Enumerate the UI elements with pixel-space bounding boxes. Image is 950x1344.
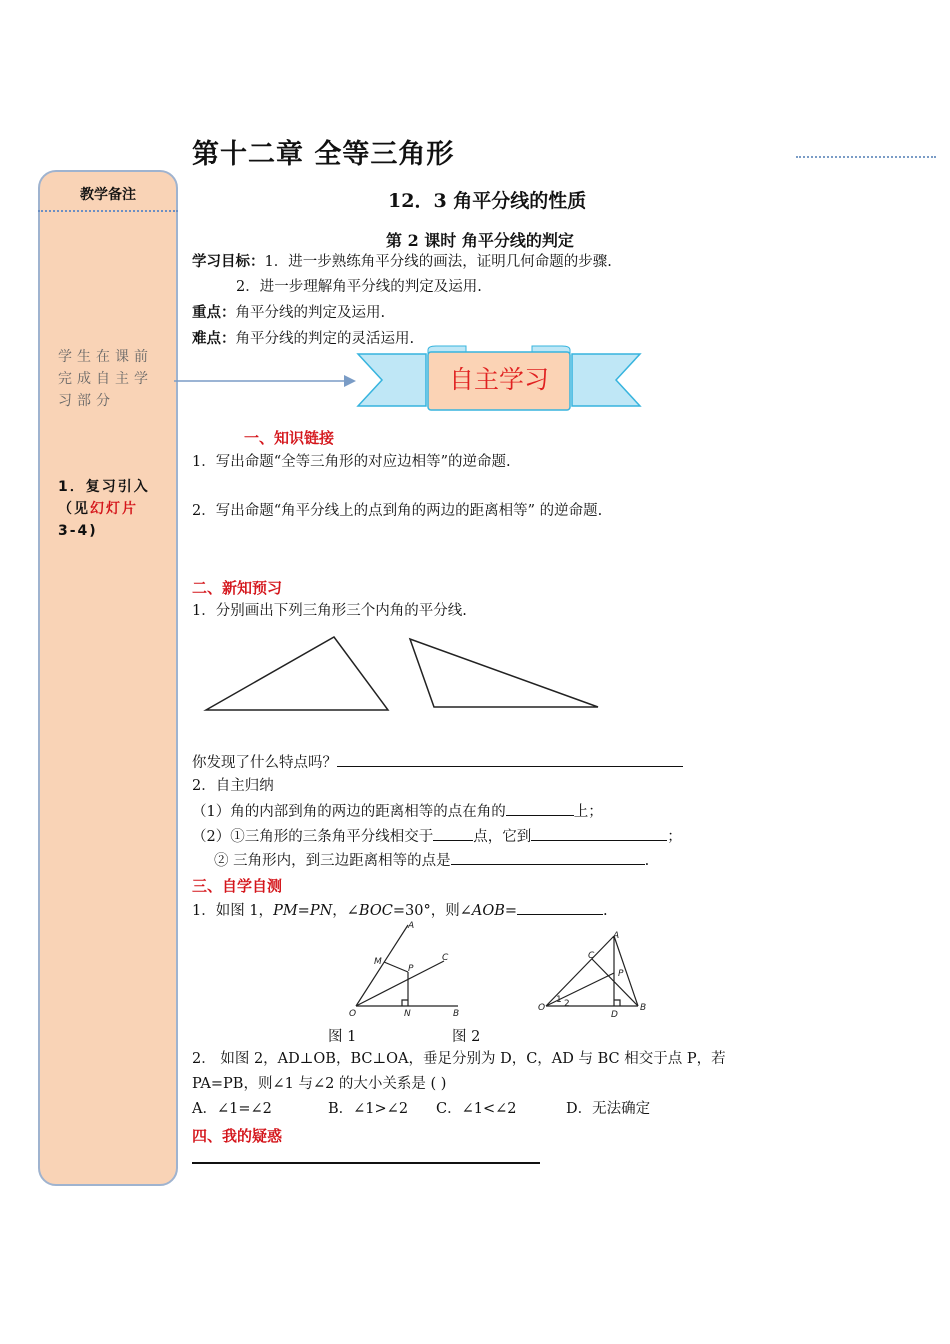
fig1-label: C bbox=[442, 953, 449, 963]
key-point bbox=[192, 303, 385, 323]
fig1-label: N bbox=[404, 1009, 411, 1019]
s2-mid: 点，它到 bbox=[473, 829, 532, 845]
s1-end: 上； bbox=[573, 804, 603, 820]
fig1-label: A bbox=[408, 921, 415, 931]
option-a: A．∠1=∠2 bbox=[192, 1101, 272, 1117]
answer-blank[interactable] bbox=[337, 752, 683, 767]
fig1-label: B bbox=[453, 1009, 460, 1019]
sidebar-note: 学生在课前完成自主学习部分 bbox=[58, 349, 153, 409]
figure-2 bbox=[534, 926, 654, 1020]
banner-text: 自主学习 bbox=[448, 365, 549, 394]
q1-math2: BOC bbox=[358, 903, 393, 919]
sidebar-divider bbox=[38, 210, 178, 212]
answer-blank[interactable] bbox=[506, 801, 574, 816]
chapter-title: 第十二章 全等三角形 bbox=[192, 139, 455, 170]
section-title: 12．3 角平分线的性质 bbox=[388, 190, 587, 212]
answer-blank[interactable] bbox=[433, 826, 473, 841]
fig2-label: 2 bbox=[564, 999, 570, 1009]
objective-2: 2．进一步理解角平分线的判定及运用. bbox=[236, 279, 482, 295]
objectives-line1 bbox=[192, 252, 612, 272]
s2-end: ； bbox=[667, 829, 682, 845]
figure-1-caption: 图 1 bbox=[328, 1029, 357, 1045]
fig2-label: B bbox=[640, 1003, 647, 1013]
doubts-answer-line[interactable] bbox=[192, 1162, 540, 1164]
part1-heading: 一、知识链接 bbox=[244, 429, 335, 447]
fig1-label: P bbox=[408, 964, 414, 974]
part3-heading: 三、自学自测 bbox=[192, 877, 283, 895]
option-b: B．∠1>∠2 bbox=[328, 1101, 409, 1117]
figure-1 bbox=[346, 920, 466, 1020]
part2-s2 bbox=[192, 826, 682, 847]
s3-end: . bbox=[644, 853, 650, 869]
difficulty-text: 角平分线的判定的灵活运用. bbox=[235, 331, 415, 347]
q1-dot: . bbox=[603, 903, 608, 919]
difficulty-label: 难点： bbox=[192, 330, 236, 347]
answer-blank[interactable] bbox=[451, 850, 645, 865]
fig2-label: O bbox=[538, 1003, 546, 1013]
figure-2-caption: 图 2 bbox=[452, 1029, 481, 1045]
part2-s1 bbox=[192, 801, 603, 822]
answer-blank[interactable] bbox=[517, 900, 603, 915]
option-d: D．无法确定 bbox=[566, 1101, 651, 1117]
q1-mid2: =30°，则∠ bbox=[392, 903, 472, 919]
part3-q2-line1: 2． 如图 2，AD⊥OB，BC⊥OA，垂足分别为 D，C，AD 与 BC 相交于点 P，若 bbox=[192, 1051, 726, 1067]
answer-blank[interactable] bbox=[531, 826, 667, 841]
fig2-label: 1 bbox=[556, 995, 562, 1005]
q1-prefix: 1．如图 1， bbox=[192, 903, 274, 919]
s2-text: （2）①三角形的三条角平分线相交于 bbox=[192, 829, 434, 845]
s1-text: （1）角的内部到角的两边的距离相等的点在角的 bbox=[192, 804, 506, 820]
part3-q2-line2: PA=PB，则∠1 与∠2 的大小关系是 ( ) bbox=[192, 1076, 447, 1092]
fig2-label: P bbox=[618, 969, 624, 979]
fig2-label: C bbox=[588, 951, 595, 961]
arrow-right-icon bbox=[174, 372, 364, 390]
review-suffix: 3-4) bbox=[58, 523, 98, 539]
q1-mid: ，∠ bbox=[332, 903, 359, 919]
part1-q2: 2．写出命题“角平分线上的点到角的两边的距离相等” 的逆命题. bbox=[192, 503, 603, 519]
fig2-label: D bbox=[611, 1010, 618, 1020]
part3-q1 bbox=[192, 900, 608, 921]
header-divider bbox=[796, 156, 936, 158]
lesson-title: 第 2 课时 角平分线的判定 bbox=[386, 231, 574, 250]
part2-found bbox=[192, 752, 683, 773]
objectives-label: 学习目标： bbox=[192, 253, 265, 270]
part4-heading: 四、我的疑惑 bbox=[192, 1127, 283, 1145]
objective-1: 1．进一步熟练角平分线的画法，证明几何命题的步骤. bbox=[264, 254, 612, 270]
q1-math3: AOB bbox=[471, 903, 505, 919]
fig2-label: A bbox=[613, 931, 620, 941]
sidebar-title: 教学备注 bbox=[80, 187, 136, 203]
triangles-figure bbox=[196, 630, 616, 720]
triangle-1 bbox=[206, 637, 388, 710]
teaching-notes-sidebar bbox=[38, 170, 178, 1186]
key-point-text: 角平分线的判定及运用. bbox=[235, 305, 386, 321]
option-c: C．∠1<∠2 bbox=[436, 1101, 517, 1117]
part2-q2: 2．自主归纳 bbox=[192, 778, 274, 794]
q1-eq: = bbox=[504, 903, 518, 919]
key-point-label: 重点： bbox=[192, 304, 236, 321]
part1-q1: 1．写出命题“全等三角形的对应边相等”的逆命题. bbox=[192, 454, 511, 470]
part2-s3 bbox=[214, 850, 649, 871]
q1-math1: PM=PN bbox=[273, 903, 333, 919]
part2-q1: 1．分别画出下列三角形三个内角的平分线. bbox=[192, 603, 467, 619]
found-question: 你发现了什么特点吗？ bbox=[192, 755, 337, 771]
fig1-label: O bbox=[349, 1009, 357, 1019]
part2-heading: 二、新知预习 bbox=[192, 579, 283, 597]
review-highlight: 幻灯片 bbox=[90, 501, 138, 517]
s3-text: ② 三角形内，到三边距离相等的点是 bbox=[214, 853, 451, 869]
review-prefix: 1．复习引入（见 bbox=[58, 479, 150, 517]
triangle-2 bbox=[410, 639, 598, 707]
sidebar-review bbox=[58, 476, 168, 542]
fig1-label: M bbox=[374, 957, 382, 967]
